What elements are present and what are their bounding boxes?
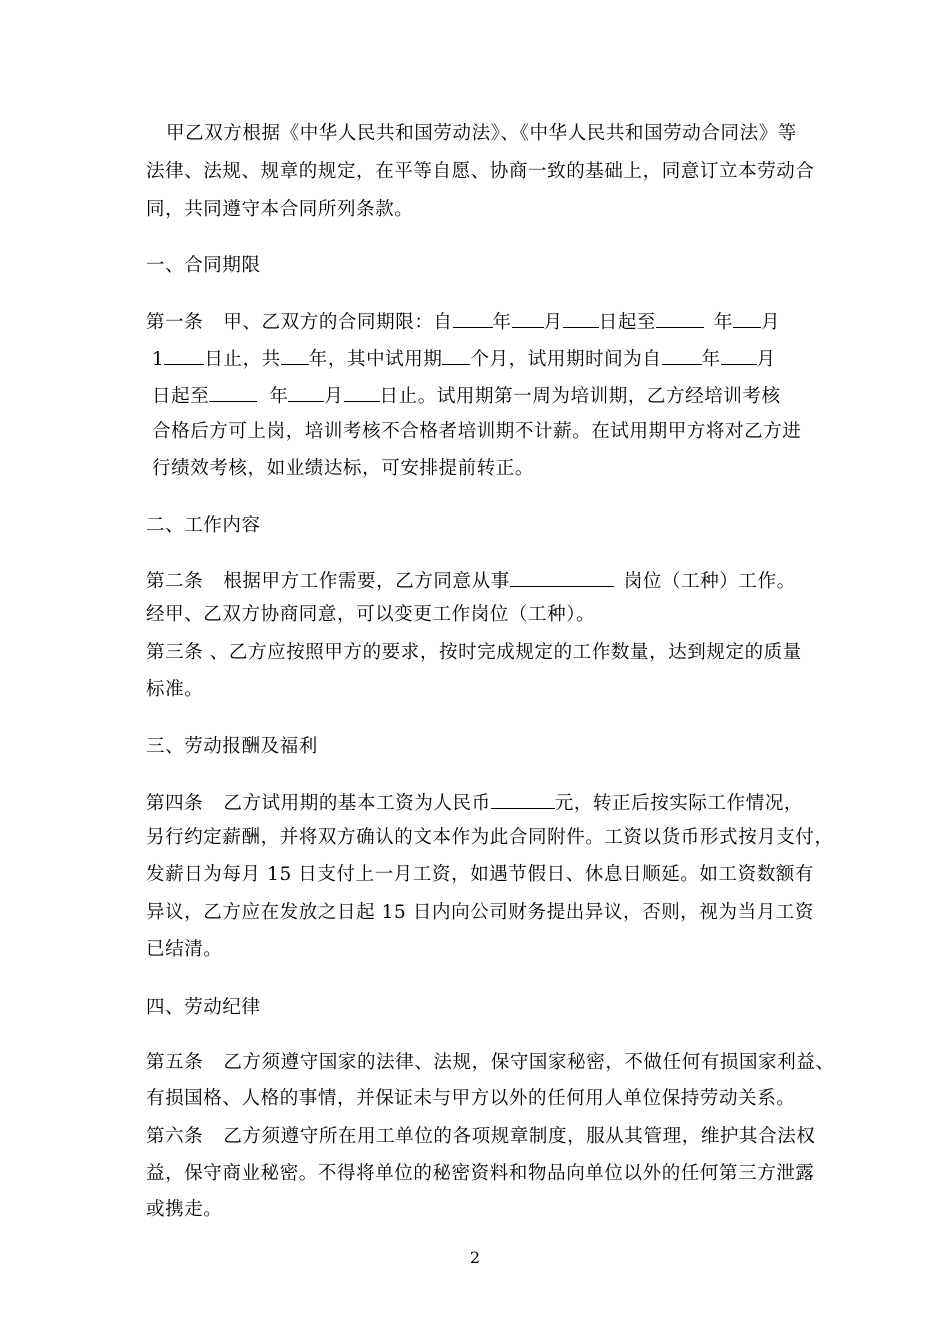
article-1-line-4: 合格后方可上岗，培训考核不合格者培训期不计薪。在试用期甲方将对乙方进 xyxy=(152,421,802,442)
article-5-line-2: 有损国格、人格的事情，并保证未与甲方以外的任何用人单位保持劳动关系。 xyxy=(146,1088,796,1109)
article-3-line-1: 第三条 、乙方应按照甲方的要求，按时完成规定的工作数量，达到规定的质量 xyxy=(146,642,802,663)
article-label: 第五条 xyxy=(146,1052,204,1073)
blank-field[interactable] xyxy=(453,309,493,328)
blank-field[interactable] xyxy=(344,383,380,402)
section-heading-work: 二、工作内容 xyxy=(146,515,261,536)
article-2-line-2: 经甲、乙双方协商同意，可以变更工作岗位（工种）。 xyxy=(146,604,596,625)
article-1-line-2: 1 日止，共 年，其中试用期 个月，试用期时间为自 年 月 xyxy=(152,346,776,372)
article-label: 第一条 xyxy=(146,312,204,333)
blank-field[interactable] xyxy=(209,383,257,402)
article-6-line-3: 或携走。 xyxy=(146,1199,223,1220)
blank-field[interactable] xyxy=(288,383,324,402)
blank-field[interactable] xyxy=(442,346,470,365)
blank-field[interactable] xyxy=(656,309,704,328)
section-heading-discipline: 四、劳动纪律 xyxy=(146,997,261,1018)
section-heading-pay: 三、劳动报酬及福利 xyxy=(146,736,318,757)
blank-field[interactable] xyxy=(733,309,761,328)
blank-field[interactable] xyxy=(563,309,599,328)
article-4-line-1: 第四条 乙方试用期的基本工资为人民币 元，转正后按实际工作情况， xyxy=(146,790,803,816)
article-5-line-1: 第五条 乙方须遵守国家的法律、法规，保守国家秘密，不做任何有损国家利益、 xyxy=(146,1052,835,1073)
article-label: 第六条 xyxy=(146,1126,204,1147)
blank-field[interactable] xyxy=(510,568,614,587)
article-4-line-3: 发薪日为每月 15 日支付上一月工资，如遇节假日、休息日顺延。如工资数额有 xyxy=(146,864,815,885)
blank-field[interactable] xyxy=(512,309,544,328)
article-label: 第四条 xyxy=(146,793,204,814)
article-3-line-2: 标准。 xyxy=(146,679,204,700)
blank-field[interactable] xyxy=(721,346,757,365)
article-4-line-4: 异议，乙方应在发放之日起 15 日内向公司财务提出异议，否则，视为当月工资 xyxy=(146,902,815,923)
article-4-line-5: 已结清。 xyxy=(146,939,223,960)
article-1-line-3: 日起至 年 月 日止。试用期第一周为培训期，乙方经培训考核 xyxy=(152,383,781,409)
page-number: 2 xyxy=(469,1248,481,1267)
article-4-line-2: 另行约定薪酬，并将双方确认的文本作为此合同附件。工资以货币形式按月支付， xyxy=(146,827,834,848)
article-6-line-1: 第六条 乙方须遵守所在用工单位的各项规章制度，服从其管理，维护其合法权 xyxy=(146,1126,816,1147)
article-2-line-1: 第二条 根据甲方工作需要，乙方同意从事 岗位（工种）工作。 xyxy=(146,568,796,594)
blank-field[interactable] xyxy=(281,346,309,365)
intro-line-1: 甲乙双方根据《中华人民共和国劳动法》、《中华人民共和国劳动合同法》等 xyxy=(166,123,797,144)
blank-field[interactable] xyxy=(491,790,555,809)
section-heading-term: 一、合同期限 xyxy=(146,255,261,276)
article-6-line-2: 益，保守商业秘密。不得将单位的秘密资料和物品向单位以外的任何第三方泄露 xyxy=(146,1163,815,1184)
blank-field[interactable] xyxy=(164,346,204,365)
blank-field[interactable] xyxy=(662,346,702,365)
intro-line-2: 法律、法规、规章的规定，在平等自愿、协商一致的基础上，同意订立本劳动合 xyxy=(146,161,815,182)
article-1-line-1: 第一条 甲、乙双方的合同期限：自 年 月 日起至 年 月 xyxy=(146,309,780,335)
article-label: 第二条 xyxy=(146,571,204,592)
intro-line-3: 同，共同遵守本合同所列条款。 xyxy=(146,199,414,220)
article-1-line-5: 行绩效考核，如业绩达标，可安排提前转正。 xyxy=(152,458,535,479)
